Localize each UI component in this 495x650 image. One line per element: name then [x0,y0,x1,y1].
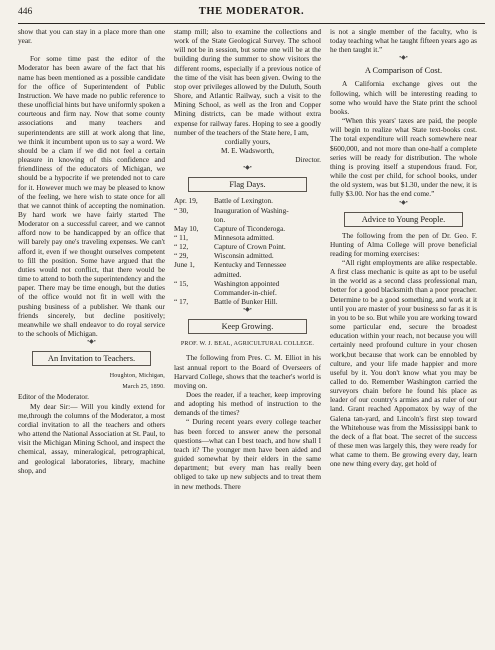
flag-day-row [174,297,321,306]
ornament-divider: •◆• [399,55,408,62]
page-header [18,6,485,20]
flag-day-row [174,196,321,205]
flag-day-event: Battle of Bunker Hill. [214,297,278,307]
paragraph: My dear Sir:— Will you kindly extend for me,through the columns of the Moderator, a most cordial invitation to all the teachers and others who attend the National Association at St. Paul, to visit the Michigan Mining School, and inspect the chemical, assay, mineralogical, petrographical, and geological laboratories, library, machine shop, and [18,401,165,475]
paragraph: show that you can stay in a place more than one year. [18,27,165,46]
paragraph: The following from the pen of Dr. Geo. F. Hunting of Alma College will prove beneficial reading for morning exercises: [330,230,477,258]
column-2 [174,27,321,639]
flag-day-date: “ 12, [174,242,189,252]
letter-closing: cordially yours, [224,136,271,146]
header-rule [18,23,485,24]
flag-day-event: Capture of Ticonderoga. [214,223,286,233]
flag-day-event: Capture of Crown Point. [214,242,286,252]
flag-day-event: Minnesota admitted. [214,232,274,242]
section-heading-invitation: An Invitation to Teachers. [32,351,151,366]
ornament-divider: •◆• [399,199,408,206]
byline: PROF. W. J. BEAL, AGRICULTURAL COLLEGE. [180,341,315,348]
paragraph: For some time past the editor of the Moderator has been aware of the fact that his name has been mentioned as a possible candidate for the office of Superintendent of Public Instruction. We have made no public reference to these unofficial hints but have uniformly spoken a courteous and firm nay. Now that some county associations and many teachers and superintendents are still at work along that line, we think it incumbent upon us to say a word. We should be a clam if we did not feel a certain pleasure in knowing of this confidence and friendliness of the educators of Michigan, we should be a hypocrite if we pretended not to care for it. However much we may be pleased to know of the feeling, we here wish to state once for all that we cannot think of accepting the nomination. By hard work we have fairly started The Moderator on a successful career, and we cannot afford now to be handicapped by an office that will barely pay one's traveling expenses. We can't afford it, even if we thought ourselves competent to fill the position. Some have argued that the duties would not conflict, that there would be time to attend to both the superintendency and the paper. There may be time enough, but the duties of the office would not fit in well with the pushing business of a publisher. We thank our friends sincerely, but decline positively; meanwhile we shall endeavor to do royal service to the schools of Michigan. [18,54,165,338]
flag-day-row [174,260,321,269]
flag-day-row [174,251,321,260]
flag-day-date: “ 17, [174,297,189,307]
ornament-divider: •◆• [243,307,252,314]
paragraph: A California exchange gives out the following, which will be interesting reading to some who would have the State print the school books. [330,79,477,116]
paragraph: stamp mill; also to examine the collections and work of the State Geological Survey. The school will not be in session, but some one will be at the building during the summer to show visitors the different rooms, especially if a previous notice of the time of the visit has been given. Owing to the stop over privileges allowed by the Duluth, South Shore, and Atlantic Railway, such a visit to the Mining School, as well as the Iron and Copper Mining districts, can be made without extra expense for railway fares. Hoping to see a goodly number of the teachers of the State here, I am, [174,27,321,137]
flag-day-row [174,233,321,242]
paragraph: “All right employments are alike respectable. A first class mechanic is quite as apt to be useful in the world as a second class professional man, better for a good blacksmith than a poor preacher. Determine to be a good something, and work at it until you are master of your business so far as it is in you to be so. But while you are working toward some particular end, secure the broadest education within your reach, not because you will certainly need profound culture in your chosen work,but because that work can be ennobled by culture, and your life made happier and more useful by it. You don't know what you may be called to do. Remember Washington carried the surveyors chain before he found his place as leader of our country's armies and as ruler of our land. Grant reached Appomatox by way of the Galena tan-yard, and Lincoln's first step toward the Whitehouse was from the Mississippi bank to the deck of a flat boat. The secret of the success of these men was largely this, they were ready for what came to them. Be growing every day, learn one new thing every day, get hold of [330,257,477,469]
paragraph: Does the reader, if a teacher, keep improving and adopting his method of instruction to the demands of the times? [174,390,321,418]
paragraph: “ During recent years every college teacher has been forced to answer anew the personal questions—what can I best teach, and how shall I teach it? The younger men have been aided and guided somewhat by their elders in the same department; but every man has really been obliged to take up new subjects and to treat them in new methods. There [174,417,321,491]
flag-day-date: “ 15, [174,278,189,288]
page-title: THE MODERATOR. [198,6,305,17]
paragraph: The following from Pres. C. M. Elliot in his last annual report to the Board of Overseers of Harvard College, shows that the teacher's world is moving on. [174,353,321,390]
flag-day-event-continued: admitted. [214,269,242,279]
flag-day-row [174,206,321,215]
flag-day-event-continued: Commander-in-chief. [214,287,277,297]
flag-day-row [174,224,321,233]
flag-day-date: “ 29, [174,251,189,261]
letter-salutation: Editor of the Moderator. [18,392,89,402]
column-1 [18,27,165,639]
letter-place: Houghton, Michigan, [109,373,165,380]
paragraph: “When this years' taxes are paid, the people will begin to realize what State text-books cost. The total expenditure will reach somewhere near $600,000, and not more than one-half a complete series will be ready for distribution. The whole thing is proving itself a stupendous fraud. For, while the cost per child, for school books, under the old system, was but $1.30, under the new, it is fully $3.00. Nor has the end come.” [330,116,477,199]
flag-day-event: Inauguration of Washing- [214,205,289,215]
flag-day-date: “ 11, [174,232,188,242]
flag-day-event: Wisconsin admitted. [214,251,274,261]
section-heading-flag-days: Flag Days. [188,177,307,192]
ornament-divider: •◆• [243,165,252,172]
letter-signature: M. E. Wadsworth, [221,146,274,156]
column-3 [330,27,477,639]
flag-day-row [174,279,321,288]
flag-day-event: Washington appointed [214,278,280,288]
flag-day-date: “ 30, [174,205,189,215]
flag-day-date: May 10, [174,223,199,233]
page-number: 446 [18,7,33,17]
paragraph: is not a single member of the faculty, who is today teaching what he taught fifteen years ago as he then taught it.” [330,27,477,55]
ornament-divider: •◆• [87,339,96,346]
section-heading-advice: Advice to Young People. [344,212,463,227]
flag-day-event-continued: ton. [214,214,226,224]
columns [18,27,485,639]
section-heading-keep-growing: Keep Growing. [188,319,307,334]
section-heading-comparison-of-cost: A Comparison of Cost. [364,66,443,76]
flag-day-date: Apr. 19, [174,196,198,206]
flag-day-row [174,242,321,251]
flag-day-event: Battle of Lexington. [214,196,273,206]
flag-day-event: Kentucky and Tennessee [214,260,287,270]
signature-title: Director. [295,155,321,165]
flag-days-list [174,196,321,306]
flag-day-date: June 1, [174,260,195,270]
letter-date: March 25, 1890. [122,384,165,391]
